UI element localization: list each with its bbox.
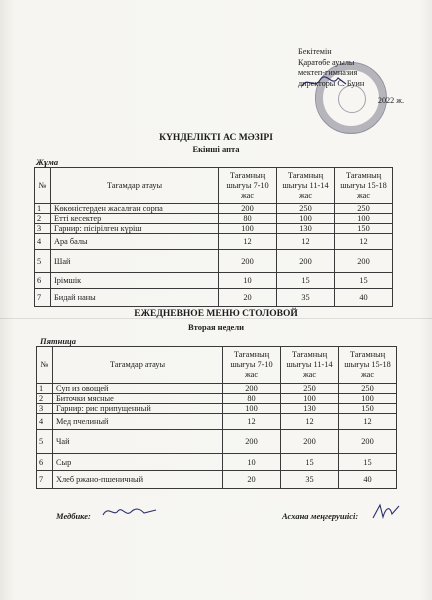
portion-11-14: 200 [281,430,339,454]
portion-11-14: 35 [281,471,339,489]
row-num: 6 [35,273,51,289]
menu-kz-day: Жұма [36,157,59,167]
header-name: Тағамдар атауы [53,347,223,384]
dish-name: Сыр [53,454,223,471]
portion-15-18: 40 [339,471,397,489]
dish-name: Көкөністерден жасалған сорпа [51,204,219,214]
portion-15-18: 200 [339,430,397,454]
row-num: 3 [35,224,51,234]
header-age-7-10: Тағамның шығуы 7-10 жас [219,168,277,204]
dish-name: Шай [51,250,219,273]
header-name: Тағамдар атауы [51,168,219,204]
approval-line-4: директоры С. Буин [298,78,365,88]
portion-7-10: 100 [219,224,277,234]
portion-7-10: 10 [219,273,277,289]
table-row [35,250,393,273]
table-row [35,234,393,250]
portion-11-14: 15 [277,273,335,289]
table-header-row [37,347,397,384]
dish-name: Гарнир: пісірілген күріш [51,224,219,234]
portion-7-10: 200 [219,250,277,273]
portion-7-10: 20 [219,289,277,307]
table-row [37,471,397,489]
row-num: 7 [35,289,51,307]
header-age-15-18: Тағамның шығуы 15-18 жас [339,347,397,384]
dish-name: Хлеб ржано-пшеничный [53,471,223,489]
portion-15-18: 12 [339,414,397,430]
portion-15-18: 250 [339,384,397,394]
nurse-signature [100,503,160,521]
menu-kz-title: КҮНДЕЛІКТІ АС МӘЗІРІ [159,133,273,143]
approval-block [298,47,418,107]
table-row [35,273,393,289]
portion-7-10: 12 [219,234,277,250]
row-num: 1 [35,204,51,214]
table-row [35,289,393,307]
menu-ru-day: Пятница [40,336,77,346]
portion-15-18: 100 [335,214,393,224]
row-num: 7 [37,471,53,489]
approval-line-1: Бекітемін [298,47,332,56]
approval-line-3: мектеп-гимназия [298,68,358,77]
portion-7-10: 200 [223,384,281,394]
portion-11-14: 250 [277,204,335,214]
portion-7-10: 80 [223,394,281,404]
table-row [37,454,397,471]
portion-11-14: 100 [277,214,335,224]
row-num: 5 [35,250,51,273]
portion-7-10: 20 [223,471,281,489]
dish-name: Бидай наны [51,289,219,307]
menu-ru-subtitle: Вторая недели [188,322,244,332]
dish-name: Ірімшік [51,273,219,289]
portion-7-10: 12 [223,414,281,430]
portion-11-14: 130 [281,404,339,414]
row-num: 4 [37,414,53,430]
header-num: № [37,347,53,384]
portion-11-14: 200 [277,250,335,273]
portion-15-18: 150 [339,404,397,414]
portion-11-14: 12 [281,414,339,430]
row-num: 4 [35,234,51,250]
cook-head-label: Асхана меңгерушісі: [282,511,359,521]
portion-11-14: 35 [277,289,335,307]
portion-15-18: 15 [339,454,397,471]
row-num: 2 [37,394,53,404]
row-num: 5 [37,430,53,454]
dish-name: Ара балы [51,234,219,250]
header-age-15-18: Тағамның шығуы 15-18 жас [335,168,393,204]
portion-15-18: 12 [335,234,393,250]
dish-name: Суп из овощей [53,384,223,394]
portion-15-18: 100 [339,394,397,404]
dish-name: Биточки мясные [53,394,223,404]
portion-7-10: 200 [219,204,277,214]
nurse-label: Медбике: [56,511,91,521]
table-row [35,214,393,224]
portion-15-18: 200 [335,250,393,273]
table-row [37,394,397,404]
table-row [37,384,397,394]
table-header-row [35,168,393,204]
cook-head-signature [370,502,402,522]
row-num: 3 [37,404,53,414]
portion-7-10: 80 [219,214,277,224]
portion-15-18: 150 [335,224,393,234]
portion-11-14: 250 [281,384,339,394]
row-num: 6 [37,454,53,471]
table-row [37,430,397,454]
dish-name: Гарнир: рис припущенный [53,404,223,414]
portion-7-10: 100 [223,404,281,414]
menu-kz-table [34,167,393,307]
header-age-11-14: Тағамның шығуы 11-14 жас [277,168,335,204]
approval-date: 2022 ж. [377,96,404,105]
portion-11-14: 12 [277,234,335,250]
row-num: 1 [37,384,53,394]
header-num: № [35,168,51,204]
table-row [35,204,393,214]
menu-ru-table [36,346,397,489]
header-age-11-14: Тағамның шығуы 11-14 жас [281,347,339,384]
table-row [37,404,397,414]
dish-name: Чай [53,430,223,454]
portion-11-14: 130 [277,224,335,234]
dish-name: Мед пчелиный [53,414,223,430]
portion-15-18: 15 [335,273,393,289]
table-row [35,224,393,234]
header-age-7-10: Тағамның шығуы 7-10 жас [223,347,281,384]
portion-11-14: 15 [281,454,339,471]
menu-kz-subtitle: Екінші апта [192,144,240,154]
portion-15-18: 40 [335,289,393,307]
portion-11-14: 100 [281,394,339,404]
menu-ru-title: ЕЖЕДНЕВНОЕ МЕНЮ СТОЛОВОЙ [134,309,298,319]
table-row [37,414,397,430]
portion-7-10: 10 [223,454,281,471]
portion-7-10: 200 [223,430,281,454]
portion-15-18: 250 [335,204,393,214]
dish-name: Етті кесектер [51,214,219,224]
row-num: 2 [35,214,51,224]
approval-line-2: Қаратөбе ауылы [298,57,355,67]
